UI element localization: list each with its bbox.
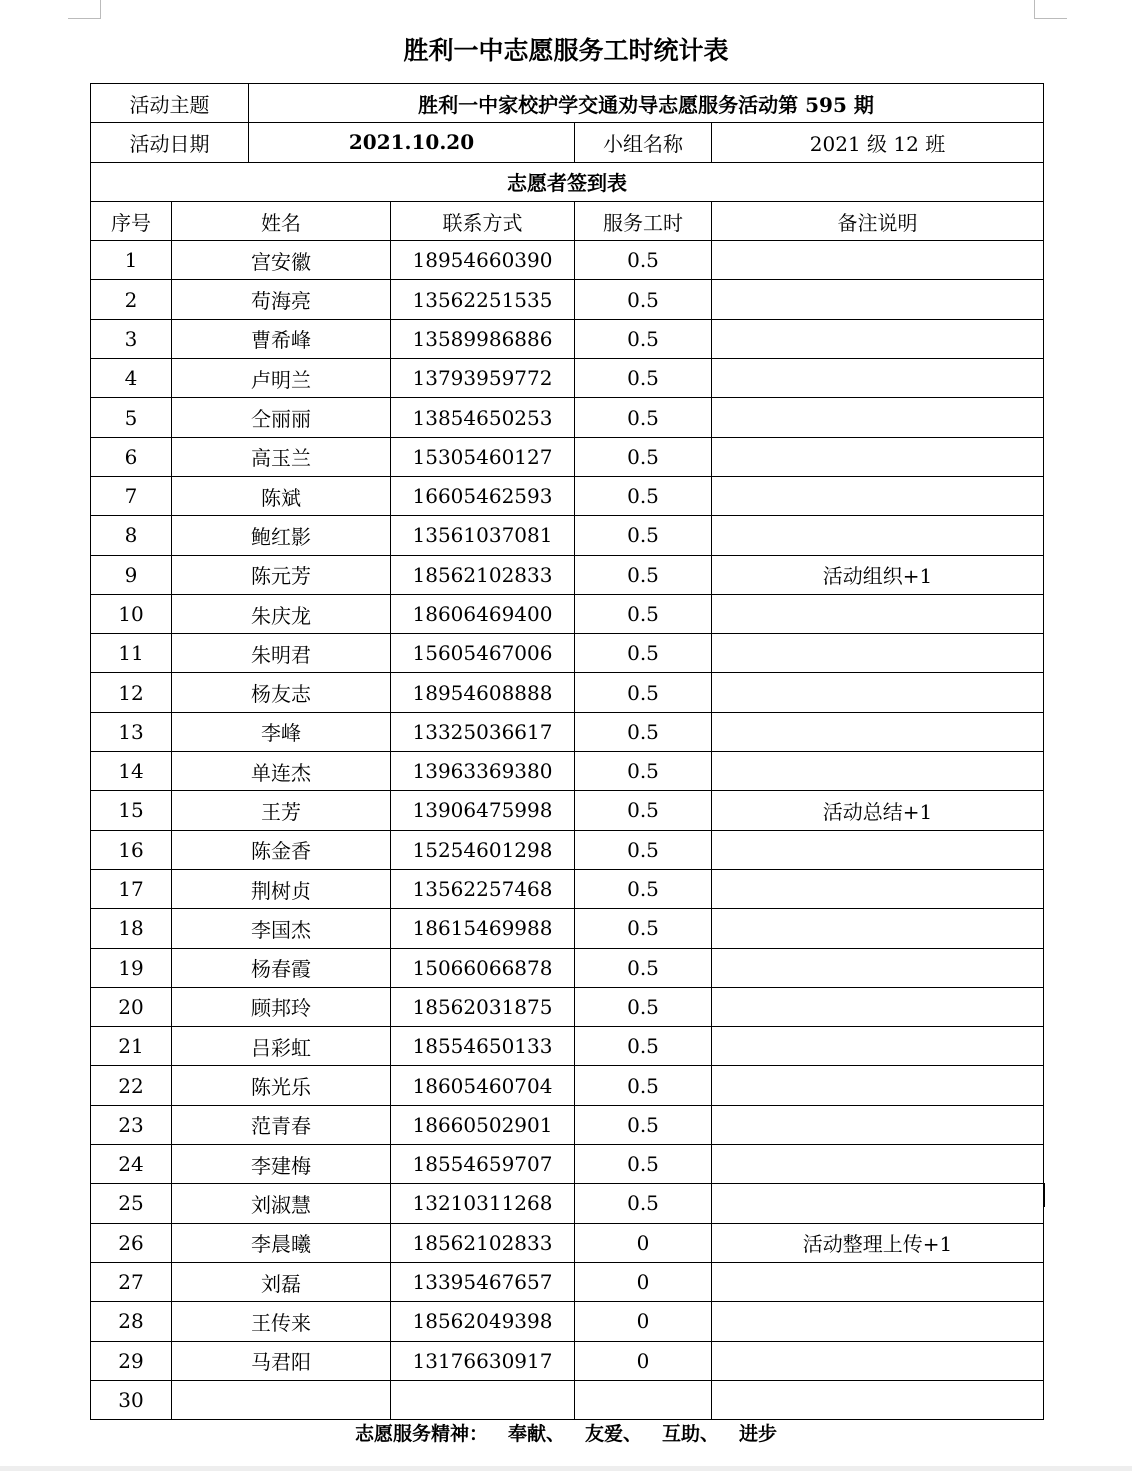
row-note[interactable]: [712, 1184, 1044, 1223]
row-phone[interactable]: 13176630917: [391, 1341, 575, 1380]
row-hours[interactable]: 0: [575, 1262, 712, 1301]
row-hours[interactable]: 0.5: [575, 476, 712, 515]
row-name[interactable]: 李国杰: [172, 909, 391, 948]
row-hours[interactable]: 0.5: [575, 1066, 712, 1105]
row-hours[interactable]: 0.5: [575, 437, 712, 476]
row-hours[interactable]: 0.5: [575, 1027, 712, 1066]
row-name[interactable]: 卢明兰: [172, 359, 391, 398]
col-header-phone: 联系方式: [391, 201, 575, 240]
row-note[interactable]: [712, 437, 1044, 476]
row-phone[interactable]: 18562031875: [391, 987, 575, 1026]
row-hours[interactable]: 0.5: [575, 948, 712, 987]
row-hours[interactable]: 0.5: [575, 1145, 712, 1184]
row-number[interactable]: 4: [91, 359, 172, 398]
table-row: [91, 673, 1044, 712]
row-name[interactable]: 苟海亮: [172, 280, 391, 319]
row-phone[interactable]: 13395467657: [391, 1262, 575, 1301]
row-name[interactable]: 陈光乐: [172, 1066, 391, 1105]
row-phone[interactable]: 18615469988: [391, 909, 575, 948]
row-number[interactable]: 6: [91, 437, 172, 476]
row-number[interactable]: 15: [91, 791, 172, 830]
table-row: [91, 437, 1044, 476]
date-row: [91, 123, 1044, 162]
row-phone[interactable]: 13589986886: [391, 319, 575, 358]
table-row: [91, 516, 1044, 555]
table-row: [91, 948, 1044, 987]
row-hours[interactable]: 0.5: [575, 869, 712, 908]
row-note[interactable]: [712, 634, 1044, 673]
table-row: [91, 1380, 1044, 1419]
row-name[interactable]: 杨春霞: [172, 948, 391, 987]
row-hours[interactable]: 0.5: [575, 1105, 712, 1144]
row-phone[interactable]: 18562049398: [391, 1302, 575, 1341]
page-title: 胜利一中志愿服务工时统计表: [403, 36, 729, 65]
row-note[interactable]: [712, 1027, 1044, 1066]
table-row: [91, 987, 1044, 1026]
row-note[interactable]: [712, 1341, 1044, 1380]
row-note[interactable]: [712, 398, 1044, 437]
table-row: [91, 1302, 1044, 1341]
table-row: [91, 752, 1044, 791]
row-name[interactable]: 范青春: [172, 1105, 391, 1144]
row-phone[interactable]: 18562102833: [391, 555, 575, 594]
row-name[interactable]: 曹希峰: [172, 319, 391, 358]
row-note[interactable]: [712, 1145, 1044, 1184]
footer-item: 奉献、: [507, 1423, 565, 1445]
row-phone[interactable]: 18954608888: [391, 673, 575, 712]
row-phone[interactable]: 13854650253: [391, 398, 575, 437]
row-hours[interactable]: 0.5: [575, 594, 712, 633]
row-note[interactable]: [712, 1380, 1044, 1419]
table-row: [91, 1223, 1044, 1262]
row-phone[interactable]: 18660502901: [391, 1105, 575, 1144]
row-hours[interactable]: 0.5: [575, 280, 712, 319]
row-hours[interactable]: 0.5: [575, 712, 712, 751]
row-note[interactable]: 活动总结+1: [712, 791, 1044, 830]
row-hours[interactable]: 0: [575, 1341, 712, 1380]
footer-item: 进步: [739, 1423, 778, 1445]
row-number[interactable]: 16: [91, 830, 172, 869]
row-hours[interactable]: 0: [575, 1223, 712, 1262]
row-hours[interactable]: 0.5: [575, 791, 712, 830]
row-phone[interactable]: 18554659707: [391, 1145, 575, 1184]
row-name[interactable]: 王芳: [172, 791, 391, 830]
theme-row: [91, 84, 1044, 123]
page-bottom-edge: [0, 1466, 1132, 1471]
table-row: [91, 1341, 1044, 1380]
table-row: [91, 594, 1044, 633]
row-phone[interactable]: 13906475998: [391, 791, 575, 830]
col-header-no: 序号: [91, 201, 172, 240]
row-name[interactable]: 朱明君: [172, 634, 391, 673]
row-note[interactable]: [712, 752, 1044, 791]
row-number[interactable]: 22: [91, 1066, 172, 1105]
row-number[interactable]: 11: [91, 634, 172, 673]
row-phone[interactable]: 15254601298: [391, 830, 575, 869]
row-note[interactable]: 活动整理上传+1: [712, 1223, 1044, 1262]
row-phone[interactable]: 15305460127: [391, 437, 575, 476]
col-header-name: 姓名: [172, 201, 391, 240]
row-hours[interactable]: 0.5: [575, 241, 712, 280]
row-note[interactable]: [712, 476, 1044, 515]
table-row: [91, 398, 1044, 437]
row-hours[interactable]: 0.5: [575, 673, 712, 712]
row-name[interactable]: 荆树贞: [172, 869, 391, 908]
row-phone[interactable]: 18562102833: [391, 1223, 575, 1262]
table-row: [91, 1027, 1044, 1066]
row-name[interactable]: 马君阳: [172, 1341, 391, 1380]
row-note[interactable]: [712, 1262, 1044, 1301]
row-number[interactable]: 19: [91, 948, 172, 987]
row-hours[interactable]: 0.5: [575, 1184, 712, 1223]
row-name[interactable]: 顾邦玲: [172, 987, 391, 1026]
footer-motto: [0, 1420, 1132, 1448]
row-number[interactable]: 24: [91, 1145, 172, 1184]
row-number[interactable]: 27: [91, 1262, 172, 1301]
row-name[interactable]: 仝丽丽: [172, 398, 391, 437]
row-name[interactable]: 单连杰: [172, 752, 391, 791]
row-note[interactable]: [712, 594, 1044, 633]
col-header-hours: 服务工时: [575, 201, 712, 240]
row-number[interactable]: 26: [91, 1223, 172, 1262]
row-hours[interactable]: 0.5: [575, 830, 712, 869]
row-hours[interactable]: 0.5: [575, 555, 712, 594]
table-row: [91, 359, 1044, 398]
row-note[interactable]: [712, 280, 1044, 319]
table-row: [91, 712, 1044, 751]
row-name[interactable]: 鲍红影: [172, 516, 391, 555]
row-note[interactable]: [712, 1105, 1044, 1144]
row-phone[interactable]: 16605462593: [391, 476, 575, 515]
row-number[interactable]: 12: [91, 673, 172, 712]
row-name[interactable]: 高玉兰: [172, 437, 391, 476]
page-corner-mark-left: [68, 0, 101, 19]
row-note[interactable]: [712, 712, 1044, 751]
col-header-note: 备注说明: [712, 201, 1044, 240]
row-phone[interactable]: 18554650133: [391, 1027, 575, 1066]
row-name[interactable]: 李建梅: [172, 1145, 391, 1184]
row-phone[interactable]: 13210311268: [391, 1184, 575, 1223]
row-note[interactable]: [712, 319, 1044, 358]
row-number[interactable]: 18: [91, 909, 172, 948]
row-hours[interactable]: 0.5: [575, 516, 712, 555]
table-row: [91, 634, 1044, 673]
row-name[interactable]: 杨友志: [172, 673, 391, 712]
row-number[interactable]: 21: [91, 1027, 172, 1066]
row-number[interactable]: 8: [91, 516, 172, 555]
row-note[interactable]: [712, 516, 1044, 555]
row-number[interactable]: 1: [91, 241, 172, 280]
group-label: 小组名称: [575, 123, 712, 162]
row-note[interactable]: [712, 359, 1044, 398]
row-number[interactable]: 2: [91, 280, 172, 319]
group-value[interactable]: 2021 级 12 班: [712, 123, 1044, 162]
date-label: 活动日期: [91, 123, 249, 162]
theme-value[interactable]: 胜利一中家校护学交通劝导志愿服务活动第 595 期: [249, 84, 1044, 123]
row-name[interactable]: 陈元芳: [172, 555, 391, 594]
row-name[interactable]: [172, 1380, 391, 1419]
footer-item: 友爱、: [584, 1423, 642, 1445]
volunteer-hours-table: [90, 83, 1044, 1420]
row-phone[interactable]: 15605467006: [391, 634, 575, 673]
row-phone[interactable]: 13793959772: [391, 359, 575, 398]
row-number[interactable]: 28: [91, 1302, 172, 1341]
row-hours[interactable]: 0.5: [575, 319, 712, 358]
row-phone[interactable]: 15066066878: [391, 948, 575, 987]
row-note[interactable]: [712, 830, 1044, 869]
row-phone[interactable]: 18606469400: [391, 594, 575, 633]
table-row: [91, 319, 1044, 358]
row-name[interactable]: 陈斌: [172, 476, 391, 515]
row-phone[interactable]: 18605460704: [391, 1066, 575, 1105]
row-name[interactable]: 李峰: [172, 712, 391, 751]
table-row: [91, 1145, 1044, 1184]
table-row: [91, 241, 1044, 280]
row-number[interactable]: 10: [91, 594, 172, 633]
table-row: [91, 909, 1044, 948]
row-name[interactable]: 刘磊: [172, 1262, 391, 1301]
row-number[interactable]: 7: [91, 476, 172, 515]
row-note[interactable]: [712, 948, 1044, 987]
row-phone[interactable]: [391, 1380, 575, 1419]
footer-item: 互助、: [662, 1423, 720, 1445]
row-note[interactable]: [712, 987, 1044, 1026]
table-row: [91, 869, 1044, 908]
table-row: [91, 1066, 1044, 1105]
row-hours[interactable]: 0.5: [575, 634, 712, 673]
row-hours[interactable]: [575, 1380, 712, 1419]
table-row: [91, 830, 1044, 869]
row-name[interactable]: 李晨曦: [172, 1223, 391, 1262]
row-name[interactable]: 吕彩虹: [172, 1027, 391, 1066]
date-value[interactable]: 2021.10.20: [249, 123, 575, 162]
page-corner-mark-right: [1034, 0, 1067, 19]
row-hours[interactable]: 0.5: [575, 752, 712, 791]
row-note[interactable]: [712, 241, 1044, 280]
row-hours[interactable]: 0: [575, 1302, 712, 1341]
row-phone[interactable]: 13562251535: [391, 280, 575, 319]
row-number[interactable]: 23: [91, 1105, 172, 1144]
table-row: [91, 1184, 1044, 1223]
row-note[interactable]: [712, 869, 1044, 908]
row-name[interactable]: 宫安徽: [172, 241, 391, 280]
row-number[interactable]: 14: [91, 752, 172, 791]
row-hours[interactable]: 0.5: [575, 909, 712, 948]
row-name[interactable]: 朱庆龙: [172, 594, 391, 633]
row-note[interactable]: [712, 1302, 1044, 1341]
row-phone[interactable]: 13561037081: [391, 516, 575, 555]
column-header-row: [91, 201, 1044, 240]
row-note[interactable]: [712, 1066, 1044, 1105]
row-number[interactable]: 30: [91, 1380, 172, 1419]
row-phone[interactable]: 13562257468: [391, 869, 575, 908]
row-note[interactable]: [712, 909, 1044, 948]
row-hours[interactable]: 0.5: [575, 359, 712, 398]
row-number[interactable]: 20: [91, 987, 172, 1026]
row-number[interactable]: 17: [91, 869, 172, 908]
table-row: [91, 555, 1044, 594]
footer-label: 志愿服务精神：: [354, 1423, 488, 1445]
row-number[interactable]: 13: [91, 712, 172, 751]
row-name[interactable]: 刘淑慧: [172, 1184, 391, 1223]
row-number[interactable]: 9: [91, 555, 172, 594]
row-number[interactable]: 3: [91, 319, 172, 358]
row-note[interactable]: 活动组织+1: [712, 555, 1044, 594]
row-name[interactable]: 王传来: [172, 1302, 391, 1341]
row-number[interactable]: 25: [91, 1184, 172, 1223]
row-phone[interactable]: 13325036617: [391, 712, 575, 751]
row-phone[interactable]: 13963369380: [391, 752, 575, 791]
row-note[interactable]: [712, 673, 1044, 712]
table-row: [91, 791, 1044, 830]
row-number[interactable]: 29: [91, 1341, 172, 1380]
row-hours[interactable]: 0.5: [575, 398, 712, 437]
row-name[interactable]: 陈金香: [172, 830, 391, 869]
signin-subtitle: 志愿者签到表: [91, 162, 1044, 201]
row-number[interactable]: 5: [91, 398, 172, 437]
signin-subtitle-row: [91, 162, 1044, 201]
text-cursor: [1043, 1183, 1045, 1207]
table-row: [91, 1105, 1044, 1144]
table-row: [91, 280, 1044, 319]
table-row: [91, 1262, 1044, 1301]
theme-label: 活动主题: [91, 84, 249, 123]
row-phone[interactable]: 18954660390: [391, 241, 575, 280]
table-row: [91, 476, 1044, 515]
row-hours[interactable]: 0.5: [575, 987, 712, 1026]
